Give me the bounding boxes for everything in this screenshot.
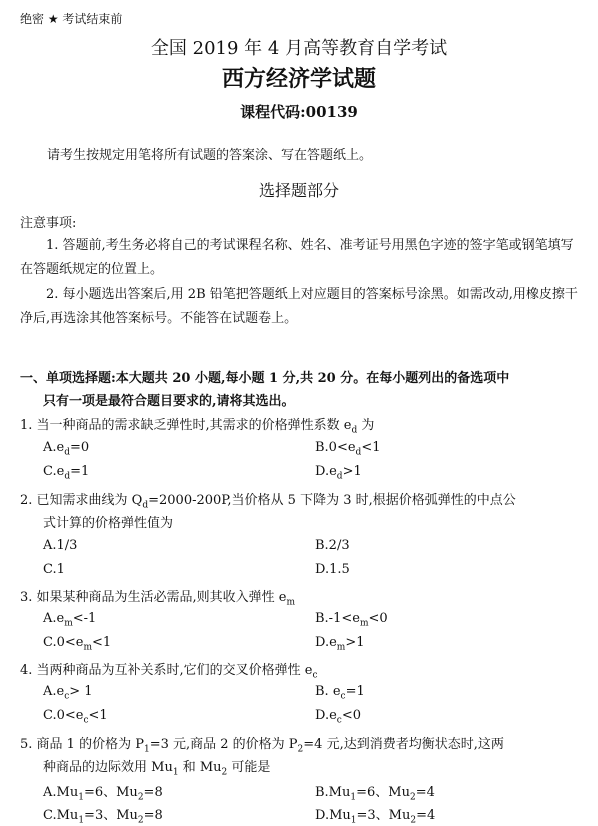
notice-item-2: 2. 每小题选出答案后,用 2B 铅笔把答题纸上对应题目的答案标号涂黑。如需改动,用橡皮擦干净后,再选涂其他答案标号。不能答在试题卷上。 (20, 287, 578, 326)
question-5-stem-line2: 种商品的边际效用 $Mu_1$ 和 $Mu_2$ 可能是 (43, 760, 271, 778)
notice-label: 注意事项: (20, 216, 77, 231)
secret-label: 绝密 ★ 考试结束前 (20, 12, 123, 26)
notice-item-1: 1. 答题前,考生务必将自己的考试课程名称、姓名、准考证号用黑色字迹的签字笔或钢笔填写在答题纸规定的位置上。 (20, 238, 574, 277)
stem-text: 为 (357, 418, 375, 433)
subscript: d (351, 425, 358, 436)
question-2-stem: 2. 已知需求曲线为 $Q_d=2000-200P$,当价格从 5 下降为 3 时,根据价格弧弹性的中点公 (20, 493, 516, 511)
part-heading-line2: 只有一项是最符合题目要求的,请将其选出。 (43, 394, 295, 409)
instruction-text: 请考生按规定用笔将所有试题的答案涂、写在答题纸上。 (47, 148, 373, 163)
question-2-option-a: A.1/3 (43, 538, 78, 553)
question-1-option-a: $A.e_d=0$ (43, 440, 90, 458)
question-5-option-d: $D.Mu_1=3$、$Mu_2=4$ (315, 808, 436, 826)
question-3-option-a: $A.e_m<-1$ (43, 611, 97, 629)
question-5-option-b: $B.Mu_1=6$、$Mu_2=4$ (315, 785, 435, 803)
question-5-stem: 5. 商品 1 的价格为 $P_1=3$ 元,商品 2 的价格为 $P_2=4$ 元,达到消费者均衡状态时,这两 (20, 737, 504, 755)
question-number: 3. (20, 590, 33, 605)
question-1-option-d: $D.e_d>1$ (315, 464, 362, 482)
question-1-option-c: $C.e_d=1$ (43, 464, 90, 482)
question-4-option-c: $C.0<e_c<1$ (43, 708, 108, 726)
question-3-option-d: $D.e_m>1$ (315, 635, 365, 653)
question-2-stem-line2: 式计算的价格弹性值为 (43, 516, 174, 531)
subject-title: 西方经济学试题 (221, 66, 376, 92)
question-3-stem: 3. 如果某种商品为生活必需品,则其收入弹性 $e_m$ (20, 590, 296, 608)
question-3-option-c: $C.0<e_m<1$ (43, 635, 112, 653)
question-2-option-d: D.1.5 (315, 562, 350, 577)
stem-text: 当一种商品的需求缺乏弹性时,其需求的价格弹性系数 e (36, 418, 352, 433)
question-number: 5. (20, 737, 33, 752)
question-4-stem: 4. 当两种商品为互补关系时,它们的交叉价格弹性 $e_c$ (20, 663, 318, 681)
course-code: 课程代码:00139 (240, 103, 358, 121)
question-4-option-a: $A.e_c> 1$ (43, 684, 93, 702)
exam-title: 全国 2019 年 4 月高等教育自学考试 (150, 38, 448, 59)
question-2-option-c: C.1 (43, 562, 65, 577)
section-title: 选择题部分 (258, 181, 339, 200)
question-number: 2. (20, 493, 33, 508)
question-5-option-a: $A.Mu_1=6$、$Mu_2=8$ (43, 785, 163, 803)
question-2-option-b: B.2/3 (315, 538, 350, 553)
question-1-option-b: $B.0<e_d<1$ (315, 440, 381, 458)
question-4-option-d: $D.e_c<0$ (315, 708, 362, 726)
question-5-option-c: $C.Mu_1=3$、$Mu_2=8$ (43, 808, 163, 826)
question-number: 4. (20, 663, 33, 678)
part-heading: 一、单项选择题:本大题共 20 小题,每小题 1 分,共 20 分。在每小题列出的备选项中 (20, 371, 510, 386)
question-3-option-b: $B.-1<e_m<0$ (315, 611, 388, 629)
question-number: 1. (20, 418, 33, 433)
question-4-option-b: B. $e_c=1$ (315, 684, 365, 702)
question-1-stem (20, 414, 374, 436)
